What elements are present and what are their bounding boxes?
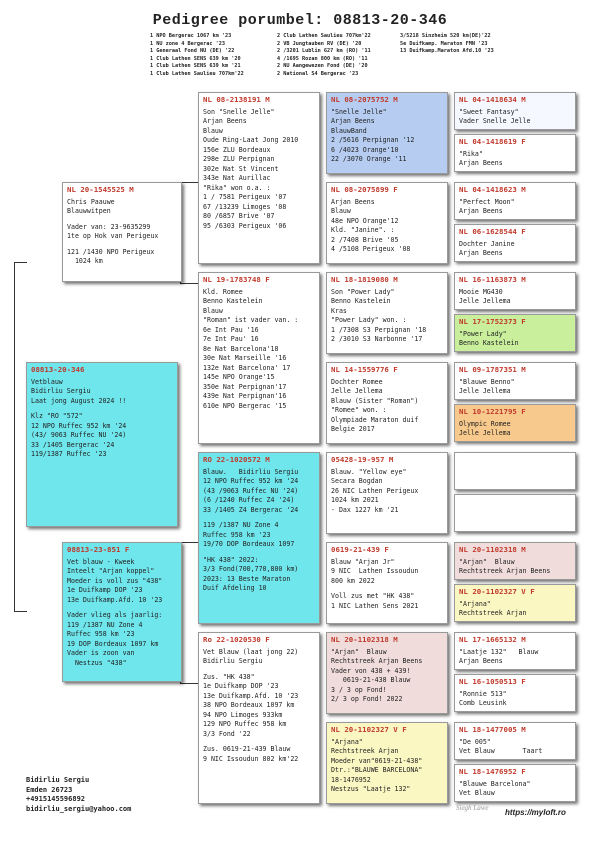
card-line: Vader vlieg als jaarlig:: [67, 611, 163, 619]
card-line: 0619-21-438 Blauw: [331, 676, 411, 684]
card-line: "Power Lady" won. :: [331, 316, 407, 324]
card-line: (6 /1240 Ruffec Z4 '24): [203, 496, 295, 504]
gen5-card-15[interactable]: [454, 722, 576, 760]
card-line: Moeder is voll zus "438": [67, 576, 163, 585]
result-line: 5e Duifkamp. Maraton FMN '23: [400, 40, 488, 47]
card-line: Benno Kastelein: [203, 297, 263, 305]
card-line: 19 DOP Bordeaux 1097 km: [67, 639, 159, 648]
card-line: Kld. "Janine". :: [331, 226, 395, 234]
card-line: 9 NIC Issoudun 802 km'22: [203, 754, 299, 763]
card-line: Chris Paauwe: [67, 197, 115, 206]
card-line: Zus. "HK 438": [203, 672, 255, 681]
gen5-card-3[interactable]: [454, 182, 576, 220]
card-line: 129 NPO Ruffec 958 km: [203, 720, 287, 728]
card-line: Nestzus "438": [67, 658, 127, 667]
card-line: 13e Duifkamp.Afd. 10 '23: [67, 595, 163, 604]
owner-line: Emden 26723: [26, 785, 73, 794]
card-line: Vet Blauw: [459, 789, 495, 797]
gen4-card-5[interactable]: [326, 452, 448, 534]
card-line: 298e ZLU Perpignan: [203, 155, 275, 163]
card-line: "De 005": [459, 737, 491, 746]
card-line: Benno Kastelein: [331, 297, 391, 305]
connector: [180, 542, 199, 684]
result-line: 2 National S4 Bergerac '23: [277, 70, 359, 77]
gen4-card-3[interactable]: [326, 272, 448, 354]
card-line: Arjan Beens: [459, 657, 503, 665]
card-line: "Arjana": [459, 599, 491, 608]
card-line: 119/1387 Ruffec '23: [31, 450, 107, 458]
ring-number: NL 08-2075899 F: [331, 185, 398, 194]
card-line: 2/ 3 op Fond! 2022: [331, 695, 403, 703]
card-line: 156e ZLU Bordeaux: [203, 145, 271, 154]
ring-number: NL 16-1050513 F: [459, 677, 526, 686]
card-line: Klz "RO "572": [31, 412, 83, 420]
gen5-card-4[interactable]: [454, 224, 576, 262]
card-line: Blauw (Sister "Roman"): [331, 396, 419, 405]
card-line: 3 / 3 op Fond!: [331, 685, 387, 694]
card-line: 30e Nat Marseille '16: [203, 354, 287, 362]
card-line: Bidirliu Sergiu: [203, 657, 263, 665]
card-line: Oude Ring-Laat Jong 2010: [203, 136, 299, 144]
gen4-card-2[interactable]: [326, 182, 448, 264]
sire-card[interactable]: [62, 182, 182, 282]
card-line: "Laatje 132" Blauw: [459, 647, 539, 656]
ring-number: 05428-19-957 M: [331, 455, 394, 464]
owner-contact: [26, 776, 131, 814]
grandsire-paternal-card[interactable]: [198, 92, 320, 264]
card-line: Jelle Jellema: [459, 429, 511, 437]
owner-line: bidirliu_sergiu@yahoo.com: [26, 804, 132, 813]
gen5-card-11[interactable]: [454, 542, 576, 580]
card-line: Arjan Beens: [459, 207, 503, 215]
ring-number: NL 06-1628544 F: [459, 227, 526, 236]
card-line: Blauwwitpen: [67, 207, 111, 215]
card-line: Vader von 438 + 439!: [331, 666, 411, 675]
card-line: Arjan Beens: [459, 159, 503, 167]
card-line: Rechtstreek Arjan Beens: [331, 657, 423, 665]
result-line: 2 Club Lathen Saulieu 707km'22: [277, 33, 371, 39]
ring-number: NL 18-1477005 M: [459, 725, 526, 734]
card-line: 6 /4023 Orange'10: [331, 145, 399, 154]
card-line: Vader van: 23-9635299: [67, 222, 151, 231]
card-line: 6e Int Pau '16: [203, 325, 259, 334]
card-line: 2 /5616 Perpignan '12: [331, 136, 415, 144]
card-line: "Rika" won o.a. :: [203, 183, 271, 192]
result-line: 3/5218 Sinzheim 520 km(DE)'22: [400, 33, 491, 39]
page-title: Pedigree porumbel: 08813-20-346: [152, 12, 448, 29]
card-line: 1e Duifkamp DOP '23: [203, 682, 279, 690]
gen4-card-4[interactable]: [326, 362, 448, 444]
card-line: 610e NPO Bergerac '15: [203, 401, 287, 410]
card-line: "Romee" won. :: [331, 406, 387, 414]
grandsire-maternal-card[interactable]: [198, 452, 320, 624]
card-line: Blauw: [203, 306, 223, 315]
card-line: Rechtstreek Arjan Beens: [459, 567, 551, 575]
result-line: 1 Club Lathen Saulieu 707km'22: [150, 70, 244, 77]
card-line: Vet Blauw Taart: [459, 747, 543, 755]
gen5-card-6[interactable]: [454, 314, 576, 352]
dam-card[interactable]: [62, 542, 182, 682]
ring-number: 08813-23-851 F: [67, 545, 130, 554]
card-line: Blauw. "Yellow eye": [331, 467, 407, 476]
ring-number: NL 04-1418623 M: [459, 185, 526, 194]
card-line: Son "Power Lady": [331, 287, 395, 296]
ring-number: NL 08-2138191 M: [203, 95, 270, 104]
card-line: Zus. 0619-21-439 Blauw: [203, 745, 291, 753]
card-line: Nestzus "Laatje 132": [331, 785, 411, 793]
gen5-card-8[interactable]: [454, 404, 576, 442]
results-column-2: [277, 33, 371, 79]
card-line: Duif Afdeling 10: [203, 584, 267, 592]
card-line: Kld. Romee: [203, 287, 243, 296]
card-line: 3/3 Fond(700,770,800 km): [203, 565, 299, 573]
ring-number: NL 18-1819080 M: [331, 275, 398, 284]
card-line: 33 /1405 Z4 Bergerac '24: [203, 505, 299, 514]
card-line: Comb Leusink: [459, 699, 507, 707]
ring-number: 08813-20-346: [31, 365, 85, 374]
card-line: 1 /7308 S3 Perpignan '18: [331, 325, 427, 334]
card-line: Blauw: [203, 126, 223, 135]
granddam-paternal-card[interactable]: [198, 272, 320, 444]
gen5-card-13[interactable]: [454, 632, 576, 670]
card-line: Mooie MG430: [459, 287, 503, 296]
card-line: "Roman" ist vader van. :: [203, 316, 299, 324]
card-line: "Blauwe Benno": [459, 377, 515, 386]
result-line: 4 /1695 Rozan 800 km (RO) '11: [277, 55, 368, 62]
card-line: 33 /1405 Bergerac '24: [31, 440, 115, 449]
card-line: (43/ 9063 Ruffec NU '24): [31, 431, 127, 439]
results-column-3: [400, 33, 494, 56]
card-line: 4 /5108 Perigeux '08: [331, 245, 411, 253]
card-line: 67 /13239 Limoges '08: [203, 202, 287, 211]
subject-pigeon-card[interactable]: [26, 362, 178, 527]
gen4-card-6[interactable]: [326, 542, 448, 624]
card-line: 9 NIC Lathen Issoudun: [331, 567, 419, 575]
card-line: "Arjana": [331, 737, 363, 746]
card-line: "HK 438" 2022:: [203, 555, 259, 564]
card-line: Vetblauw: [31, 377, 63, 386]
gen5-card-2[interactable]: [454, 134, 576, 172]
result-line: 1 Generaal Fond NU (DE) '22: [150, 48, 235, 55]
card-line: Jelle Jellema: [459, 387, 511, 395]
card-line: Bidirliu Sergiu: [31, 387, 91, 395]
card-line: 8e Nat Barcelona'18: [203, 344, 279, 353]
gen5-card-7[interactable]: [454, 362, 576, 400]
card-line: "Sweet Fantasy": [459, 107, 519, 116]
result-line: 1 NPO Bergerac 1067 km '23: [150, 33, 232, 39]
card-line: Laat jong August 2024 !!: [31, 396, 127, 405]
card-line: Jelle Jellema: [331, 387, 383, 395]
ring-number: NL 20-1102318 M: [331, 635, 398, 644]
ring-number: NL 09-1787351 M: [459, 365, 526, 374]
card-line: Moeder van"0619-21-438": [331, 756, 423, 765]
result-line: 2 /3201 Lublin 627 km (RO) '11: [277, 48, 371, 55]
ring-number: NL 16-1163873 M: [459, 275, 526, 284]
card-line: 7e Int Pau' 16: [203, 335, 259, 343]
card-line: Ruffec 958 km '23: [67, 630, 135, 638]
ring-number: NL 20-1102318 M: [459, 545, 526, 554]
gen5-card-1[interactable]: [454, 92, 576, 130]
result-line: 2 VB Jungtauben RV (DE) '20: [277, 40, 362, 47]
ring-number: NL 17-1665132 M: [459, 635, 526, 644]
card-line: Benno Kastelein: [459, 339, 519, 347]
card-line: Secara Bogdan: [331, 477, 383, 485]
card-line: Blauw "Arjan Jr": [331, 557, 395, 566]
card-line: Jelle Jellema: [459, 297, 511, 305]
card-line: 439e Nat Perpignan'16: [203, 392, 287, 400]
card-line: 1 / 7581 Perigeux '07: [203, 193, 287, 201]
ring-number: 0619-21-439 F: [331, 545, 389, 554]
card-line: Dochter Janine: [459, 239, 515, 248]
card-line: BlauwBand: [331, 126, 367, 135]
owner-line: +4915145596892: [26, 795, 86, 803]
card-line: 1te op Hok van Perigeux: [67, 232, 159, 240]
ring-number: NL 08-2075752 M: [331, 95, 398, 104]
gen4-card-1[interactable]: [326, 92, 448, 174]
card-line: 2023: 13 Beste Maraton: [203, 574, 291, 583]
granddam-maternal-card[interactable]: [198, 632, 320, 804]
card-line: Vader is zoon van: [67, 649, 135, 657]
gen5-card-14[interactable]: [454, 674, 576, 712]
card-line: Blauw. Bidirliu Sergiu: [203, 467, 299, 476]
card-line: Olympic Romee: [459, 419, 511, 428]
card-line: Rechtstreek Arjan: [331, 747, 399, 755]
card-line: Arjan Beens: [331, 117, 375, 125]
ring-number: NL 18-1476952 F: [459, 767, 526, 776]
ring-number: Ro 22-1020530 F: [203, 635, 270, 644]
card-line: "Rika": [459, 149, 483, 158]
card-line: Voll zus met "HK 438": [331, 592, 415, 600]
card-line: Son "Snelle Jelle": [203, 107, 275, 116]
card-line: 48e NPO Orange'12: [331, 216, 399, 225]
card-line: Inteelt "Arjan koppel": [67, 567, 155, 575]
card-line: 12 NPO Ruffec 952 km '24: [31, 421, 127, 430]
card-line: Kras: [331, 306, 347, 315]
result-line: 13 Duifkamp.Maraton Afd.10 '23: [400, 48, 494, 55]
card-line: 26 NIC Lathen Perigeux: [331, 486, 419, 495]
ring-number: NL 20-1102327 V F: [459, 587, 535, 596]
ring-number: NL 17-1752373 F: [459, 317, 526, 326]
card-line: Vader Snelle Jelle: [459, 117, 531, 125]
ring-number: RO 22-1020572 M: [203, 455, 270, 464]
card-line: 22 /3070 Orange '11: [331, 155, 407, 163]
card-line: 95 /6303 Perigeux '06: [203, 221, 287, 230]
card-line: 1 NIC Lathen Sens 2021: [331, 601, 419, 610]
ring-number: NL 20-1102327 V F: [331, 725, 407, 734]
gen4-card-7[interactable]: [326, 632, 448, 714]
gen5-card-10[interactable]: [454, 494, 576, 532]
card-line: 13e Duifkamp.Afd. 10 '23: [203, 691, 299, 700]
card-line: (43 /9063 Ruffec NU '24): [203, 486, 299, 495]
card-line: Olympiade Maraton duif: [331, 415, 419, 424]
card-line: 12 NPO Ruffec 952 km '24: [203, 477, 299, 485]
signature: Siegh Lawe: [456, 804, 489, 812]
card-line: 1024 km 2021: [331, 496, 379, 504]
card-line: 1e Duifkamp DOP '23: [67, 586, 143, 594]
gen5-card-12[interactable]: [454, 584, 576, 622]
card-line: Arjan Beens: [203, 117, 247, 125]
card-line: 94 NPO Limoges 933km: [203, 710, 283, 719]
card-line: Vet blauw - Kweek: [67, 557, 135, 566]
card-line: Rechtstreek Arjan: [459, 609, 527, 617]
result-line: 1 Club Lathen SENS 639 km '21: [150, 63, 241, 70]
card-line: 2 /7408 Brive '05: [331, 235, 399, 244]
card-line: Belgie 2017: [331, 425, 375, 433]
card-line: 19/70 DOP Bordeaux 1097: [203, 540, 295, 548]
card-line: 302e Nat St Vincent: [203, 164, 279, 173]
results-column-1: [150, 33, 244, 79]
card-line: - Dax 1227 km '21: [331, 505, 399, 514]
gen5-card-9[interactable]: [454, 452, 576, 490]
website-link[interactable]: https://myloft.ro: [505, 808, 566, 817]
card-line: 2 /3010 S3 Narbonne '17: [331, 335, 423, 343]
result-line: 1 Club Lathen SENS 639 km '20: [150, 55, 241, 62]
card-line: 145e NPO Orange'15: [203, 373, 275, 381]
ring-number: NL 19-1783748 F: [203, 275, 270, 284]
card-line: Vet Blauw (laat jong 22): [203, 647, 299, 656]
ring-number: NL 14-1559776 F: [331, 365, 398, 374]
card-line: 343e Nat Aurillac: [203, 174, 271, 182]
card-line: 1024 km: [67, 257, 103, 265]
connector: [180, 182, 199, 284]
card-line: Ruffec 958 km '23: [203, 530, 271, 539]
owner-line: Bidirliu Sergiu: [26, 776, 90, 784]
gen5-card-16[interactable]: [454, 764, 576, 802]
gen4-card-8[interactable]: [326, 722, 448, 804]
card-line: 800 km 2022: [331, 576, 375, 585]
card-line: "Arjan" Blauw: [331, 647, 387, 656]
card-line: Dochter Romee: [331, 377, 383, 386]
ring-number: NL 04-1418619 F: [459, 137, 526, 146]
card-line: "Power Lady": [459, 329, 507, 338]
ring-number: NL 04-1418634 M: [459, 95, 526, 104]
card-line: 119 /1387 NU Zone 4: [67, 620, 143, 629]
card-line: 18-1476952: [331, 775, 371, 784]
card-line: Blauw: [331, 207, 351, 215]
result-line: 1 NU zone 4 Bergerac '23: [150, 40, 225, 47]
card-line: 119 /1387 NU Zone 4: [203, 521, 279, 529]
card-line: 132e Nat Barcelona' 17: [203, 363, 291, 372]
card-line: 350e Nat Perpignan'17: [203, 382, 287, 391]
card-line: "Arjan" Blauw: [459, 557, 515, 566]
card-line: Arjan Beens: [331, 197, 375, 206]
ring-number: NL 20-1545525 M: [67, 185, 134, 194]
gen5-card-5[interactable]: [454, 272, 576, 310]
ring-number: NL 10-1221795 F: [459, 407, 526, 416]
card-line: 38 NPO Bordeaux 1097 km: [203, 701, 295, 709]
card-line: Dtr.:"BLAUWE BARCELONA": [331, 766, 423, 774]
card-line: "Blauwe Barcelona": [459, 779, 531, 788]
card-line: "Perfect Moon": [459, 197, 515, 206]
card-line: Arjan Beens: [459, 249, 503, 257]
card-line: 3/3 Fond '22: [203, 729, 251, 738]
card-line: 121 /1430 NPO Perigeux: [67, 247, 155, 256]
card-line: "Ronnie 513": [459, 689, 507, 698]
card-line: "Snelle Jelle": [331, 107, 387, 116]
card-line: 80 /6857 Brive '07: [203, 212, 275, 220]
result-line: 2 NU Aangewezen Fond (DE) '20: [277, 63, 368, 70]
